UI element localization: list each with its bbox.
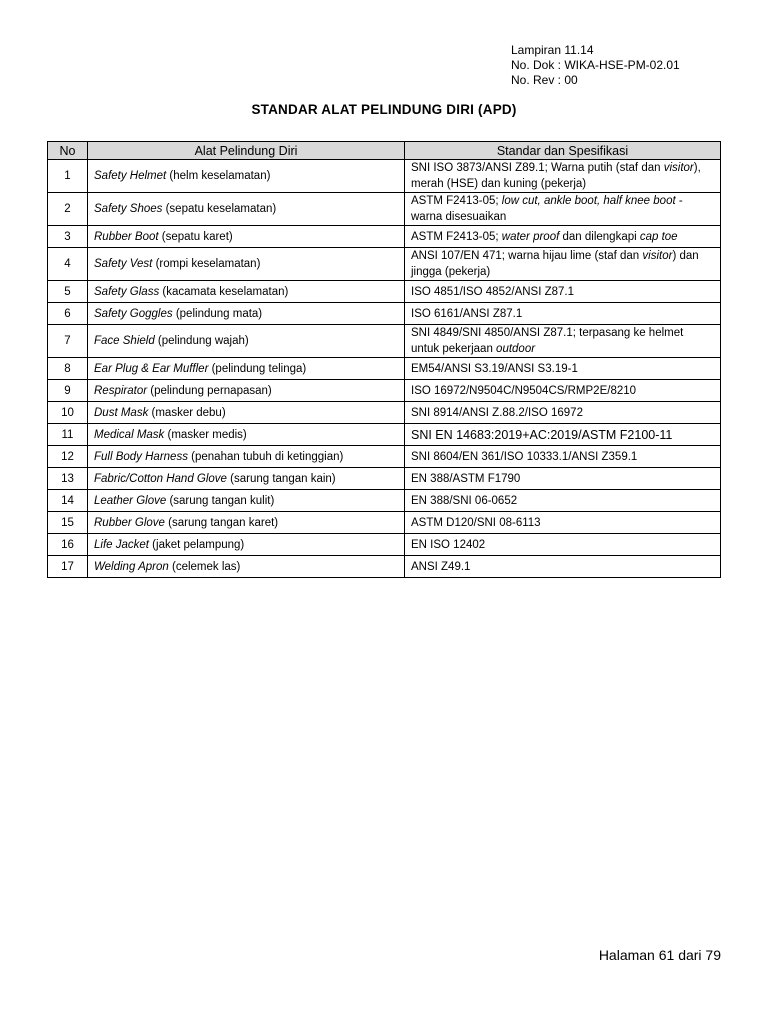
document-metadata (511, 43, 680, 88)
apd-english-name: Safety Helmet (94, 170, 167, 182)
spec-text: EN ISO 12402 (411, 538, 486, 551)
apd-english-name: Dust Mask (94, 406, 149, 419)
standard-spec-cell (405, 325, 721, 358)
page-number: Halaman 61 dari 79 (598, 947, 721, 963)
row-number: 4 (48, 248, 88, 281)
spec-text: SNI 4849/SNI 4850/ANSI Z87.1; terpasang ke helmet untuk pekerjaan (411, 327, 684, 355)
table-row (48, 325, 721, 358)
spec-text: EM54/ANSI S3.19/ANSI S3.19-1 (411, 362, 578, 375)
apd-name-cell (88, 325, 405, 358)
spec-text: ISO 4851/ISO 4852/ANSI Z87.1 (411, 285, 575, 298)
standard-spec-cell (405, 446, 721, 468)
spec-text: SNI 8914/ANSI Z.88.2/ISO 16972 (411, 406, 583, 419)
standard-spec-cell (405, 534, 721, 556)
apd-name-cell (88, 424, 405, 446)
table-row (48, 160, 721, 193)
document-number: No. Dok : WIKA-HSE-PM-02.01 (511, 58, 680, 72)
standard-spec-cell (405, 226, 721, 248)
row-number: 7 (48, 325, 88, 358)
apd-name-cell (88, 193, 405, 226)
row-number: 10 (48, 402, 88, 424)
standard-spec-cell (405, 248, 721, 281)
apd-english-name: Medical Mask (94, 428, 165, 441)
apd-indonesian-name: (sarung tangan kain) (226, 472, 336, 485)
standard-spec-cell (405, 160, 721, 193)
column-header-no: No (48, 142, 88, 160)
apd-indonesian-name: (pelindung wajah) (154, 335, 249, 347)
apd-indonesian-name: (helm keselamatan) (166, 170, 271, 182)
apd-english-name: Safety Goggles (94, 307, 173, 320)
spec-italic-text: outdoor (496, 343, 536, 355)
apd-indonesian-name: (pelindung telinga) (208, 362, 307, 375)
spec-italic-text: visitor (663, 162, 694, 174)
table-row (48, 303, 721, 325)
spec-text: ), merah (HSE) dan kuning (pekerja) (411, 162, 701, 190)
table-row (48, 358, 721, 380)
apd-english-name: Respirator (94, 384, 148, 397)
row-number: 8 (48, 358, 88, 380)
table-body (48, 160, 721, 578)
revision-number: No. Rev : 00 (511, 73, 578, 87)
apd-indonesian-name: (jaket pelampung) (148, 538, 245, 551)
table-row (48, 490, 721, 512)
standard-spec-cell (405, 281, 721, 303)
apd-name-cell (88, 468, 405, 490)
row-number: 17 (48, 556, 88, 578)
column-header-apd: Alat Pelindung Diri (88, 142, 405, 160)
table-header-row (48, 142, 721, 160)
apd-indonesian-name: (sepatu karet) (158, 230, 233, 243)
row-number: 12 (48, 446, 88, 468)
spec-text: ASTM D120/SNI 08-6113 (411, 516, 541, 529)
apd-name-cell (88, 534, 405, 556)
apd-name-cell (88, 446, 405, 468)
spec-italic-text: cap toe (639, 230, 678, 243)
apd-english-name: Rubber Boot (94, 230, 159, 243)
row-number: 3 (48, 226, 88, 248)
spec-text: ASTM F2413-05; (411, 230, 502, 243)
standard-spec-cell (405, 424, 721, 446)
standard-spec-cell (405, 512, 721, 534)
column-header-standard: Standar dan Spesifikasi (405, 142, 721, 160)
apd-indonesian-name: (pelindung mata) (172, 307, 263, 320)
row-number: 15 (48, 512, 88, 534)
apd-english-name: Safety Vest (94, 258, 153, 270)
lampiran-label: Lampiran 11.14 (511, 43, 594, 57)
standard-spec-cell (405, 556, 721, 578)
apd-name-cell (88, 248, 405, 281)
apd-name-cell (88, 490, 405, 512)
apd-indonesian-name: (masker medis) (164, 428, 247, 441)
apd-indonesian-name: (celemek las) (168, 560, 241, 573)
standard-spec-cell (405, 490, 721, 512)
row-number: 11 (48, 424, 88, 446)
standard-spec-cell (405, 193, 721, 226)
row-number: 9 (48, 380, 88, 402)
table-row (48, 193, 721, 226)
spec-text: EN 388/ASTM F1790 (411, 472, 521, 485)
apd-name-cell (88, 556, 405, 578)
table-row (48, 468, 721, 490)
row-number: 16 (48, 534, 88, 556)
apd-indonesian-name: (sarung tangan kulit) (166, 494, 275, 507)
table-row (48, 226, 721, 248)
apd-indonesian-name: (rompi keselamatan) (152, 258, 261, 270)
standard-spec-cell (405, 402, 721, 424)
spec-text: SNI EN 14683:2019+AC:2019/ASTM F2100-11 (411, 427, 673, 442)
spec-text: ASTM F2413-05; (411, 195, 502, 207)
spec-text: ANSI Z49.1 (411, 560, 471, 573)
apd-name-cell (88, 358, 405, 380)
table-row (48, 534, 721, 556)
apd-english-name: Life Jacket (94, 538, 149, 551)
spec-italic-text: water proof (501, 230, 560, 243)
row-number: 14 (48, 490, 88, 512)
row-number: 1 (48, 160, 88, 193)
table-row (48, 380, 721, 402)
spec-text: SNI ISO 3873/ANSI Z89.1; Warna putih (staf dan (411, 162, 664, 174)
apd-english-name: Rubber Glove (94, 516, 165, 529)
apd-name-cell (88, 380, 405, 402)
document-title: STANDAR ALAT PELINDUNG DIRI (APD) (251, 102, 517, 117)
row-number: 6 (48, 303, 88, 325)
apd-english-name: Fabric/Cotton Hand Glove (94, 472, 227, 485)
table-row (48, 424, 721, 446)
spec-text: - warna disesuaikan (411, 195, 683, 223)
apd-name-cell (88, 281, 405, 303)
apd-english-name: Leather Glove (94, 494, 167, 507)
table-row (48, 512, 721, 534)
spec-italic-text: low cut, ankle boot, half knee boot (501, 195, 676, 207)
row-number: 13 (48, 468, 88, 490)
apd-english-name: Welding Apron (94, 560, 169, 573)
table-row (48, 402, 721, 424)
apd-english-name: Ear Plug & Ear Muffler (94, 362, 209, 375)
apd-indonesian-name: (pelindung pernapasan) (147, 384, 272, 397)
spec-italic-text: visitor (642, 250, 673, 262)
apd-name-cell (88, 303, 405, 325)
standard-spec-cell (405, 468, 721, 490)
apd-indonesian-name: (sarung tangan karet) (164, 516, 279, 529)
apd-name-cell (88, 402, 405, 424)
standard-spec-cell (405, 380, 721, 402)
spec-text: EN 388/SNI 06-0652 (411, 494, 518, 507)
spec-text: ANSI 107/EN 471; warna hijau lime (staf dan (411, 250, 643, 262)
row-number: 5 (48, 281, 88, 303)
apd-standards-table (47, 141, 721, 578)
standard-spec-cell (405, 303, 721, 325)
apd-indonesian-name: (kacamata keselamatan) (159, 285, 289, 298)
apd-name-cell (88, 160, 405, 193)
spec-text: ISO 16972/N9504C/N9504CS/RMP2E/8210 (411, 384, 637, 397)
apd-indonesian-name: (sepatu keselamatan) (162, 203, 277, 215)
apd-indonesian-name: (masker debu) (148, 406, 226, 419)
row-number: 2 (48, 193, 88, 226)
table-row (48, 281, 721, 303)
spec-text: dan dilengkapi (559, 230, 640, 243)
apd-indonesian-name: (penahan tubuh di ketinggian) (187, 450, 344, 463)
apd-english-name: Full Body Harness (94, 450, 188, 463)
apd-name-cell (88, 226, 405, 248)
apd-name-cell (88, 512, 405, 534)
table-row (48, 248, 721, 281)
table-row (48, 446, 721, 468)
spec-text: ISO 6161/ANSI Z87.1 (411, 307, 523, 320)
spec-text: ) dan jingga (pekerja) (411, 250, 699, 278)
apd-english-name: Safety Glass (94, 285, 160, 298)
apd-english-name: Face Shield (94, 335, 155, 347)
spec-text: SNI 8604/EN 361/ISO 10333.1/ANSI Z359.1 (411, 450, 638, 463)
apd-english-name: Safety Shoes (94, 203, 163, 215)
standard-spec-cell (405, 358, 721, 380)
table-row (48, 556, 721, 578)
